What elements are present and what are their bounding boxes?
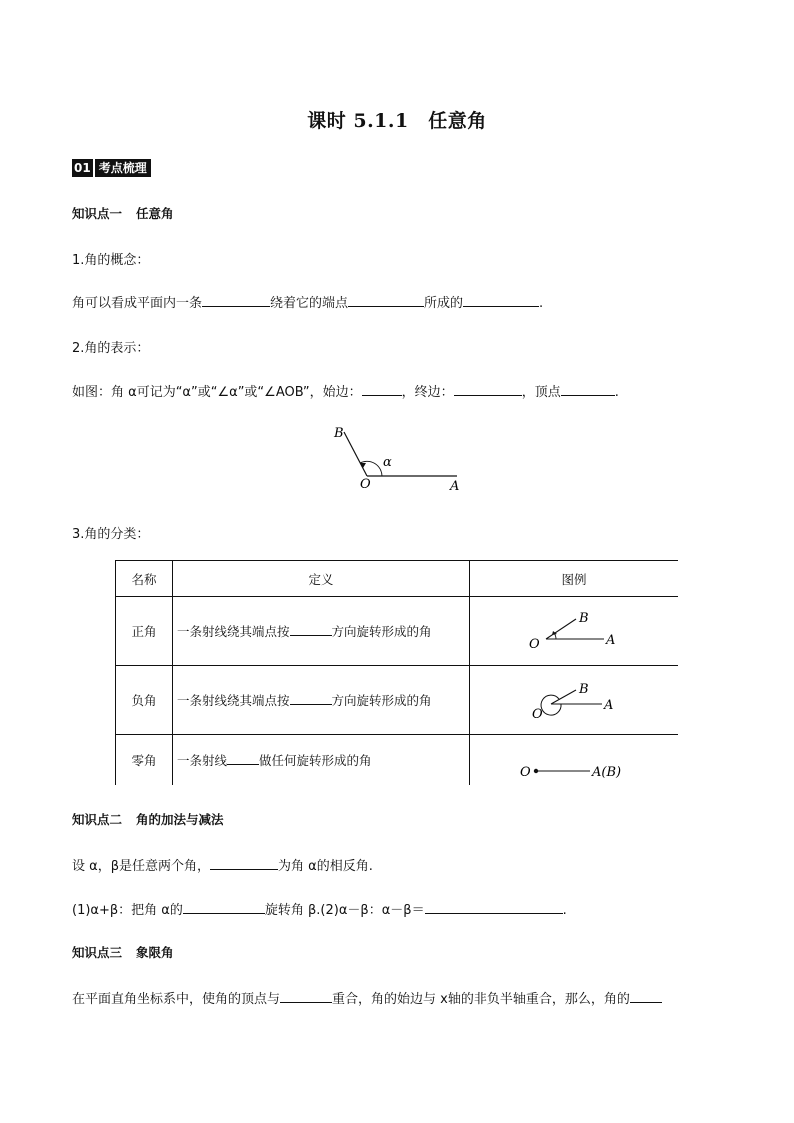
fill-blank[interactable]	[463, 294, 539, 307]
text-segment: 做任何旋转形成的角	[259, 752, 372, 768]
text-segment: 一条射线绕其端点按	[177, 624, 290, 639]
fill-blank[interactable]	[454, 383, 522, 396]
angle-name: 正角	[116, 597, 173, 666]
positive-angle-figure	[526, 607, 636, 657]
kp1-topic: 任意角	[136, 206, 174, 221]
text-segment: 为角 α的相反角.	[278, 859, 373, 874]
fill-blank[interactable]	[561, 383, 615, 396]
text-segment: 方向旋转形成的角	[331, 693, 432, 708]
label-alpha: α	[383, 455, 392, 470]
paragraph-angle-definition	[72, 292, 543, 311]
label-b: B	[334, 426, 344, 441]
text-segment: 所成的	[424, 296, 464, 311]
ray-ob	[344, 432, 367, 476]
table-row	[116, 735, 679, 785]
fill-blank[interactable]	[280, 990, 332, 1003]
kp3-label: 知识点三	[72, 945, 123, 960]
angle-definition	[173, 666, 470, 735]
text-segment: ，终边：	[401, 385, 454, 400]
column-header: 定义	[173, 561, 470, 597]
text-segment: .	[614, 385, 619, 400]
table-header-row	[116, 561, 679, 597]
text-segment: ，顶点	[521, 385, 561, 400]
paragraph-angle-concept: 1.角的概念：	[72, 253, 150, 268]
kp1-label: 知识点一	[72, 206, 123, 221]
label-o: O	[360, 477, 371, 492]
label-b: B	[579, 682, 589, 697]
label-b: B	[579, 611, 589, 626]
fill-blank[interactable]	[227, 752, 259, 765]
page-title: 课时 5.1.1 任意角	[307, 110, 487, 132]
table-row	[116, 597, 679, 666]
column-header: 图例	[470, 561, 679, 597]
paragraph-angle-classification: 3.角的分类：	[72, 527, 150, 542]
table-row	[116, 666, 679, 735]
label-o: O	[529, 637, 540, 652]
fill-blank[interactable]	[183, 901, 265, 914]
paragraph-notation-detail	[72, 381, 619, 400]
fill-blank[interactable]	[290, 623, 332, 636]
section-badge	[72, 159, 151, 177]
label-a-b: A(B)	[592, 765, 622, 780]
section-number: 01	[74, 161, 91, 175]
paragraph-angle-notation: 2.角的表示：	[72, 341, 150, 356]
label-o: O	[532, 707, 543, 722]
fill-blank[interactable]	[362, 383, 402, 396]
angle-figure-cell	[470, 735, 679, 785]
text-segment: .	[562, 903, 567, 918]
angle-figure-cell	[470, 666, 679, 735]
text-segment: 方向旋转形成的角	[331, 624, 432, 639]
text-segment: 旋转角 β.(2)α－β：α－β＝	[264, 903, 425, 918]
text-segment: .	[539, 296, 544, 311]
label-a: A	[606, 633, 616, 648]
fill-blank[interactable]	[348, 294, 424, 307]
knowledge-point-3-heading	[72, 943, 174, 961]
kp2-topic: 角的加法与减法	[136, 812, 224, 827]
angle-aob-figure	[320, 420, 480, 500]
text-segment: 角可以看成平面内一条	[72, 296, 203, 311]
fill-blank[interactable]	[202, 294, 270, 307]
column-header: 名称	[116, 561, 173, 597]
text-segment: (1)α+β：把角 α的	[72, 903, 183, 918]
paragraph-quadrant-angle	[72, 988, 662, 1007]
paragraph-opposite-angle	[72, 855, 373, 874]
text-segment: 一条射线	[177, 752, 228, 768]
angle-definition	[173, 597, 470, 666]
text-segment: 绕着它的端点	[270, 296, 349, 311]
paragraph-angle-operations	[72, 899, 567, 918]
knowledge-point-2-heading	[72, 810, 224, 828]
label-o: O	[520, 765, 531, 780]
fill-blank[interactable]	[630, 990, 662, 1003]
text-segment: 在平面直角坐标系中，使角的顶点与	[72, 992, 281, 1007]
text-segment: 重合，角的始边与 x轴的非负半轴重合，那么，角的	[332, 992, 630, 1007]
section-label: 考点梳理	[95, 159, 151, 177]
angle-classification-table	[115, 560, 678, 785]
text-segment: 一条射线绕其端点按	[177, 693, 290, 708]
text-segment: 设 α，β是任意两个角，	[72, 859, 210, 874]
fill-blank[interactable]	[210, 857, 278, 870]
zero-angle-figure	[518, 753, 648, 789]
negative-angle-figure	[526, 676, 636, 726]
angle-figure-cell	[470, 597, 679, 666]
kp3-topic: 象限角	[136, 945, 174, 960]
angle-name: 负角	[116, 666, 173, 735]
angle-name: 零角	[116, 735, 173, 785]
fill-blank[interactable]	[425, 901, 563, 914]
label-a: A	[450, 479, 460, 494]
kp2-label: 知识点二	[72, 812, 123, 827]
fill-blank[interactable]	[290, 692, 332, 705]
angle-definition	[173, 735, 470, 785]
label-a: A	[604, 698, 614, 713]
text-segment: 如图：角 α可记为“α”或“∠α”或“∠AOB”，始边：	[72, 385, 362, 400]
knowledge-point-1-heading	[72, 204, 174, 222]
